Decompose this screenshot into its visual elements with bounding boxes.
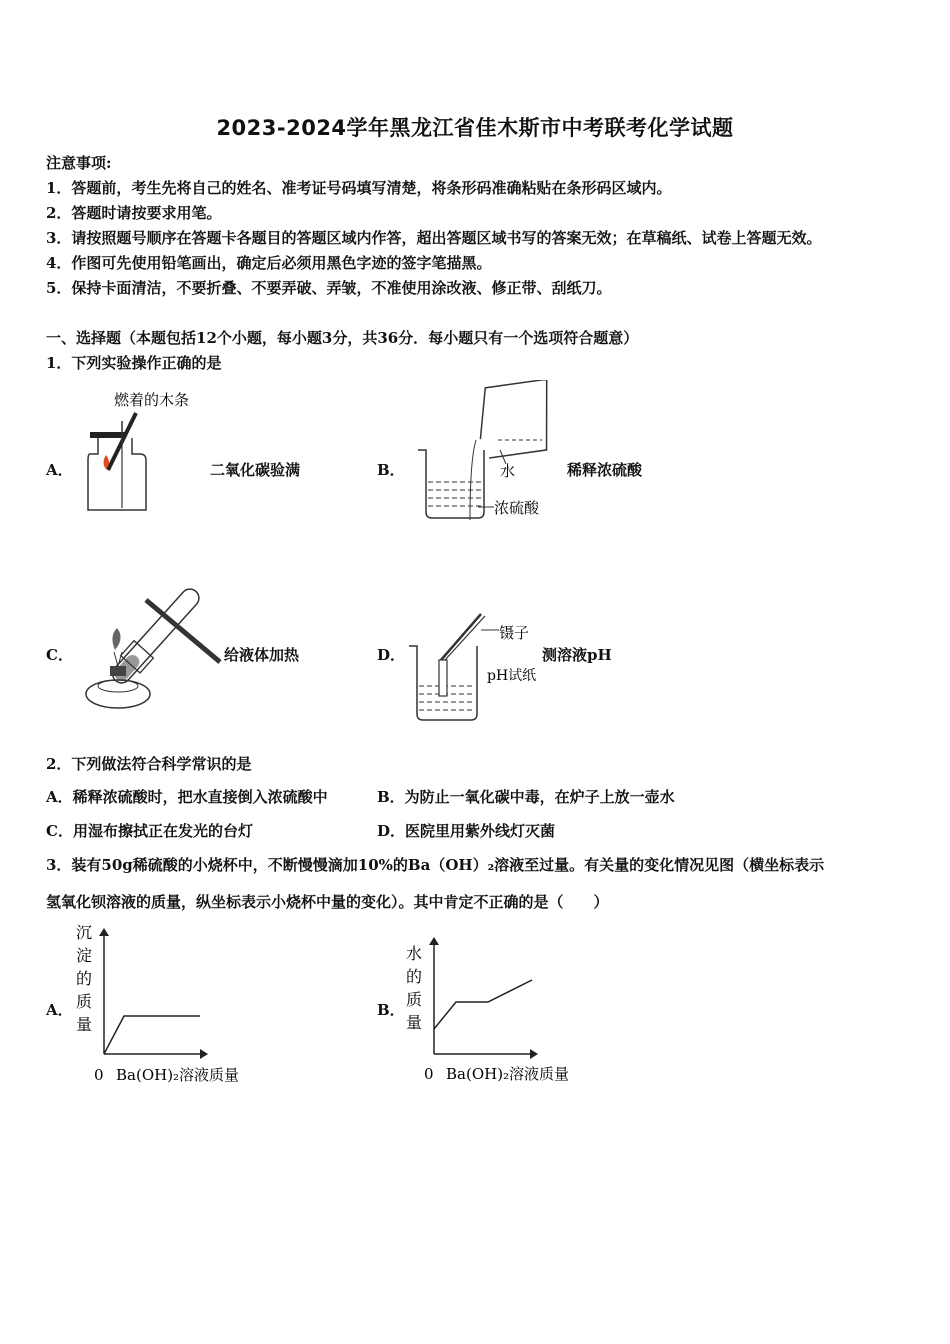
graph-b-ylabel: 量: [406, 1013, 423, 1032]
heating-liquid-figure: [80, 570, 230, 720]
graph-a: [70, 918, 260, 1090]
graph-b-ylabel: 的: [406, 967, 423, 986]
graph-b-ylabel: 水: [406, 944, 423, 963]
option-c-letter: C．: [46, 646, 73, 664]
pouring-beaker: [473, 380, 556, 459]
question-3-stem-line2: 氢氧化钡溶液的质量，纵坐标表示小烧杯中量的变化）。其中肯定不正确的是（ ）: [46, 893, 609, 911]
ph-test-figure: [405, 608, 555, 723]
graph-a-ylabel: 的: [76, 969, 93, 988]
notice-heading: 注意事项:: [46, 154, 112, 172]
q2-option-b: B．为防止一氧化碳中毒，在炉子上放一壶水: [377, 788, 675, 806]
alcohol-lamp: [86, 680, 150, 708]
notice-item: 3．请按照题号顺序在答题卡各题目的答题区域内作答，超出答题区域书写的答案无效；在草稿纸、试卷上答题无效。: [46, 229, 822, 247]
ph-paper-label: pH试纸: [487, 668, 537, 684]
dilute-acid-figure: [408, 380, 568, 525]
graph-b-curve: [434, 980, 532, 1029]
option-d-letter: D．: [377, 646, 406, 664]
ph-paper: [439, 660, 447, 696]
graph-b-origin: 0: [424, 1065, 434, 1083]
burning-stick-label: 燃着的木条: [114, 391, 190, 409]
option-b-caption: 稀释浓硫酸: [567, 461, 643, 479]
holder-handle: [146, 600, 220, 662]
graph-a-letter: A．: [46, 1001, 73, 1019]
page-title: 2023-2024学年黑龙江省佳木斯市中考联考化学试题: [216, 116, 734, 140]
option-a-caption: 二氧化碳验满: [210, 461, 301, 479]
option-b-letter: B．: [377, 461, 405, 479]
graph-b-xlabel: Ba(OH)₂溶液质量: [446, 1065, 570, 1083]
water-label: 水: [500, 462, 516, 480]
notice-item: 1．答题前，考生先将自己的姓名、准考证号码填写清楚，将条形码准确粘贴在条形码区域内。: [46, 179, 672, 197]
acid-label: 浓硫酸: [494, 499, 540, 517]
receiving-beaker: [418, 450, 484, 518]
question-2-stem: 2．下列做法符合科学常识的是: [46, 755, 252, 773]
graph-a-ylabel: 质: [76, 992, 93, 1011]
question-1-stem: 1．下列实验操作正确的是: [46, 354, 222, 372]
notice-item: 4．作图可先使用铅笔画出，确定后必须用黑色字迹的签字笔描黑。: [46, 254, 492, 272]
graph-a-curve: [104, 1016, 200, 1054]
section-heading: 一、选择题（本题包括12个小题，每小题3分，共36分．每小题只有一个选项符合题意）: [46, 329, 639, 347]
tweezers: [441, 614, 481, 660]
option-c-caption: 给液体加热: [224, 646, 300, 664]
option-d-caption: 测溶液pH: [542, 646, 612, 664]
co2-test-figure: [80, 385, 200, 515]
bottle-stopper: [90, 432, 126, 438]
q2-option-a: A．稀释浓硫酸时，把水直接倒入浓硫酸中: [46, 788, 328, 806]
notice-item: 2．答题时请按要求用笔。: [46, 204, 222, 222]
graph-b: [400, 935, 590, 1090]
graph-a-ylabel: 淀: [76, 946, 93, 965]
graph-a-ylabel: 量: [76, 1015, 93, 1034]
graph-b-ylabel: 质: [406, 990, 423, 1009]
graph-b-letter: B．: [377, 1001, 405, 1019]
option-a-letter: A．: [46, 461, 73, 479]
graph-a-ylabel: 沉: [76, 923, 93, 942]
graph-a-origin: 0: [94, 1066, 104, 1084]
q2-option-d: D．医院里用紫外线灯灭菌: [377, 822, 556, 840]
graph-a-xlabel: Ba(OH)₂溶液质量: [116, 1066, 240, 1084]
question-3-stem-line1: 3．装有50g稀硫酸的小烧杯中，不断慢慢滴加10%的Ba（OH）₂溶液至过量。有关量的变化情况见图（横坐标表示: [46, 856, 825, 874]
notice-item: 5．保持卡面清洁，不要折叠、不要弄破、弄皱，不准使用涂改液、修正带、刮纸刀。: [46, 279, 612, 297]
tweezers-label: 镊子: [499, 624, 530, 642]
q2-option-c: C．用湿布擦拭正在发光的台灯: [46, 822, 253, 840]
